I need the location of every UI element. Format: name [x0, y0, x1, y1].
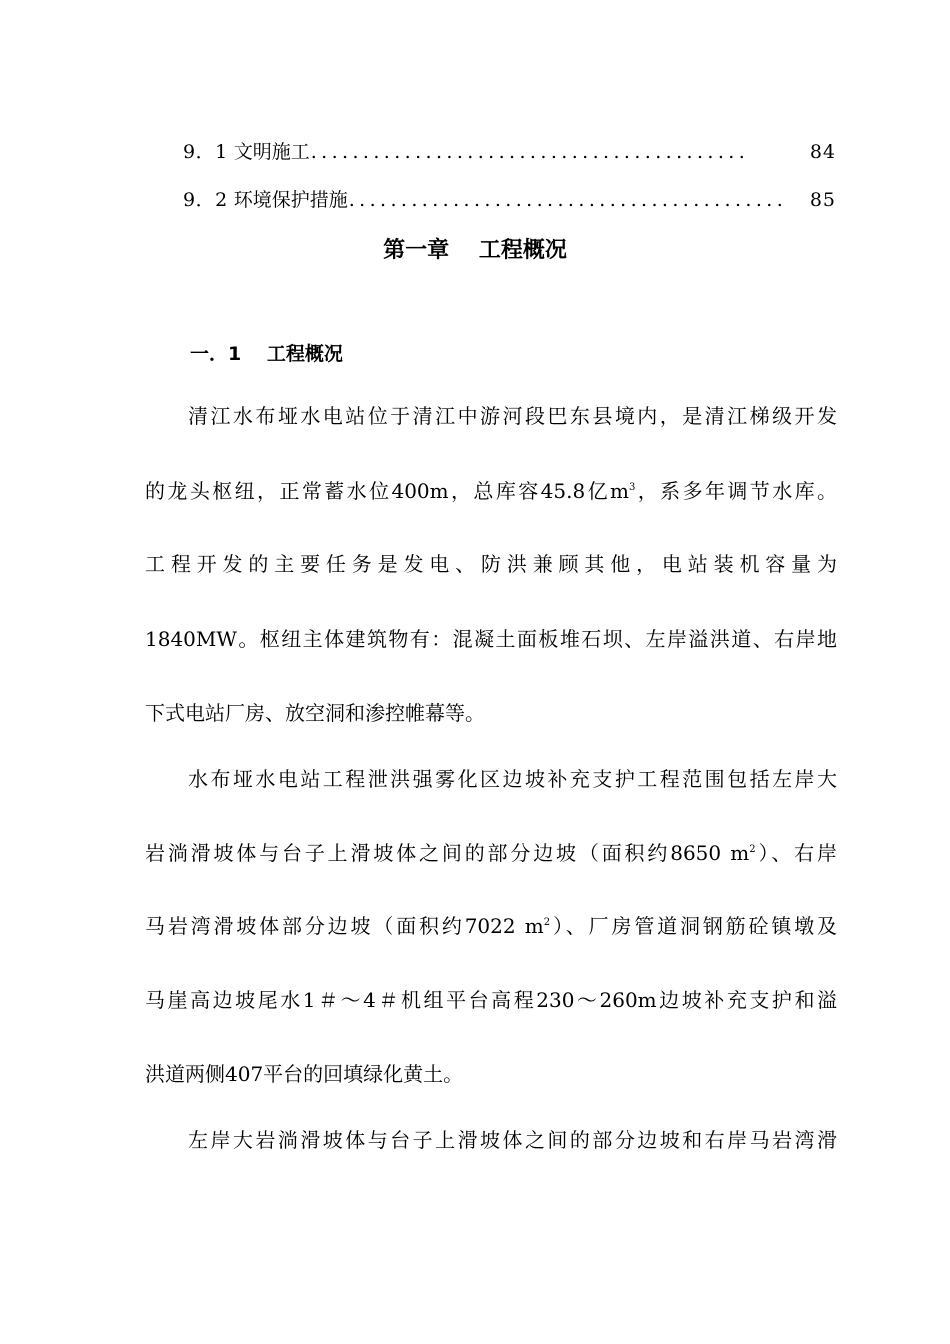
paragraph2-line1: 水布垭水电站工程泄洪强雾化区边坡补充支护工程范围包括左岸大 [188, 767, 837, 791]
paragraph2-line5: 洪道两侧407平台的回填绿化黄土。 [145, 1062, 464, 1086]
toc-title: 文明施工 [233, 141, 310, 163]
text-run: 马岩湾滑坡体部分边坡（面积约7022 m [145, 914, 544, 938]
paragraph3-line1: 左岸大岩淌滑坡体与台子上滑坡体之间的部分边坡和右岸马岩湾滑 [188, 1128, 837, 1152]
paragraph1-line2 [145, 476, 837, 506]
toc-title: 环境保护措施 [233, 189, 348, 211]
text-run: ，系多年调节水库。 [635, 479, 838, 503]
text-run: ）、厂房管道洞钢筋砼镇墩及 [550, 914, 838, 938]
section-heading: 一．1 工程概况 [190, 343, 343, 365]
toc-page-number: 84 [809, 141, 836, 163]
toc-number: 9．1 [183, 141, 228, 163]
superscript: 3 [628, 482, 636, 493]
chapter-title: 第一章 工程概况 [383, 238, 567, 263]
paragraph1-line5: 下式电站厂房、放空洞和渗控帷幕等。 [145, 701, 485, 725]
paragraph2-line4: 马崖高边坡尾水1＃～4＃机组平台高程230～260m边坡补充支护和溢 [145, 988, 837, 1012]
toc-leader: .......................................... [310, 141, 750, 163]
text-run: 的龙头枢纽，正常蓄水位400m，总库容45.8亿m [145, 479, 629, 503]
text-run: ）、右岸 [755, 841, 837, 865]
toc-page-number: 85 [809, 189, 836, 211]
paragraph2-line2 [145, 838, 837, 868]
paragraph2-line3 [145, 911, 837, 941]
toc-leader: .......................................... [348, 189, 788, 211]
toc-entry-9-1 [183, 139, 836, 165]
toc-number: 9．2 [183, 189, 228, 211]
superscript: 2 [543, 917, 551, 928]
paragraph1-line4: 1840MW。枢纽主体建筑物有：混凝土面板堆石坝、左岸溢洪道、右岸地 [145, 627, 837, 651]
text-run: 岩淌滑坡体与台子上滑坡体之间的部分边坡（面积约8650 m [145, 841, 750, 865]
toc-entry-9-2 [183, 187, 836, 213]
paragraph1-line3: 工程开发的主要任务是发电、防洪兼顾其他，电站装机容量为 [145, 552, 837, 576]
paragraph1-line1: 清江水布垭水电站位于清江中游河段巴东县境内，是清江梯级开发 [188, 404, 837, 428]
superscript: 2 [749, 844, 756, 855]
